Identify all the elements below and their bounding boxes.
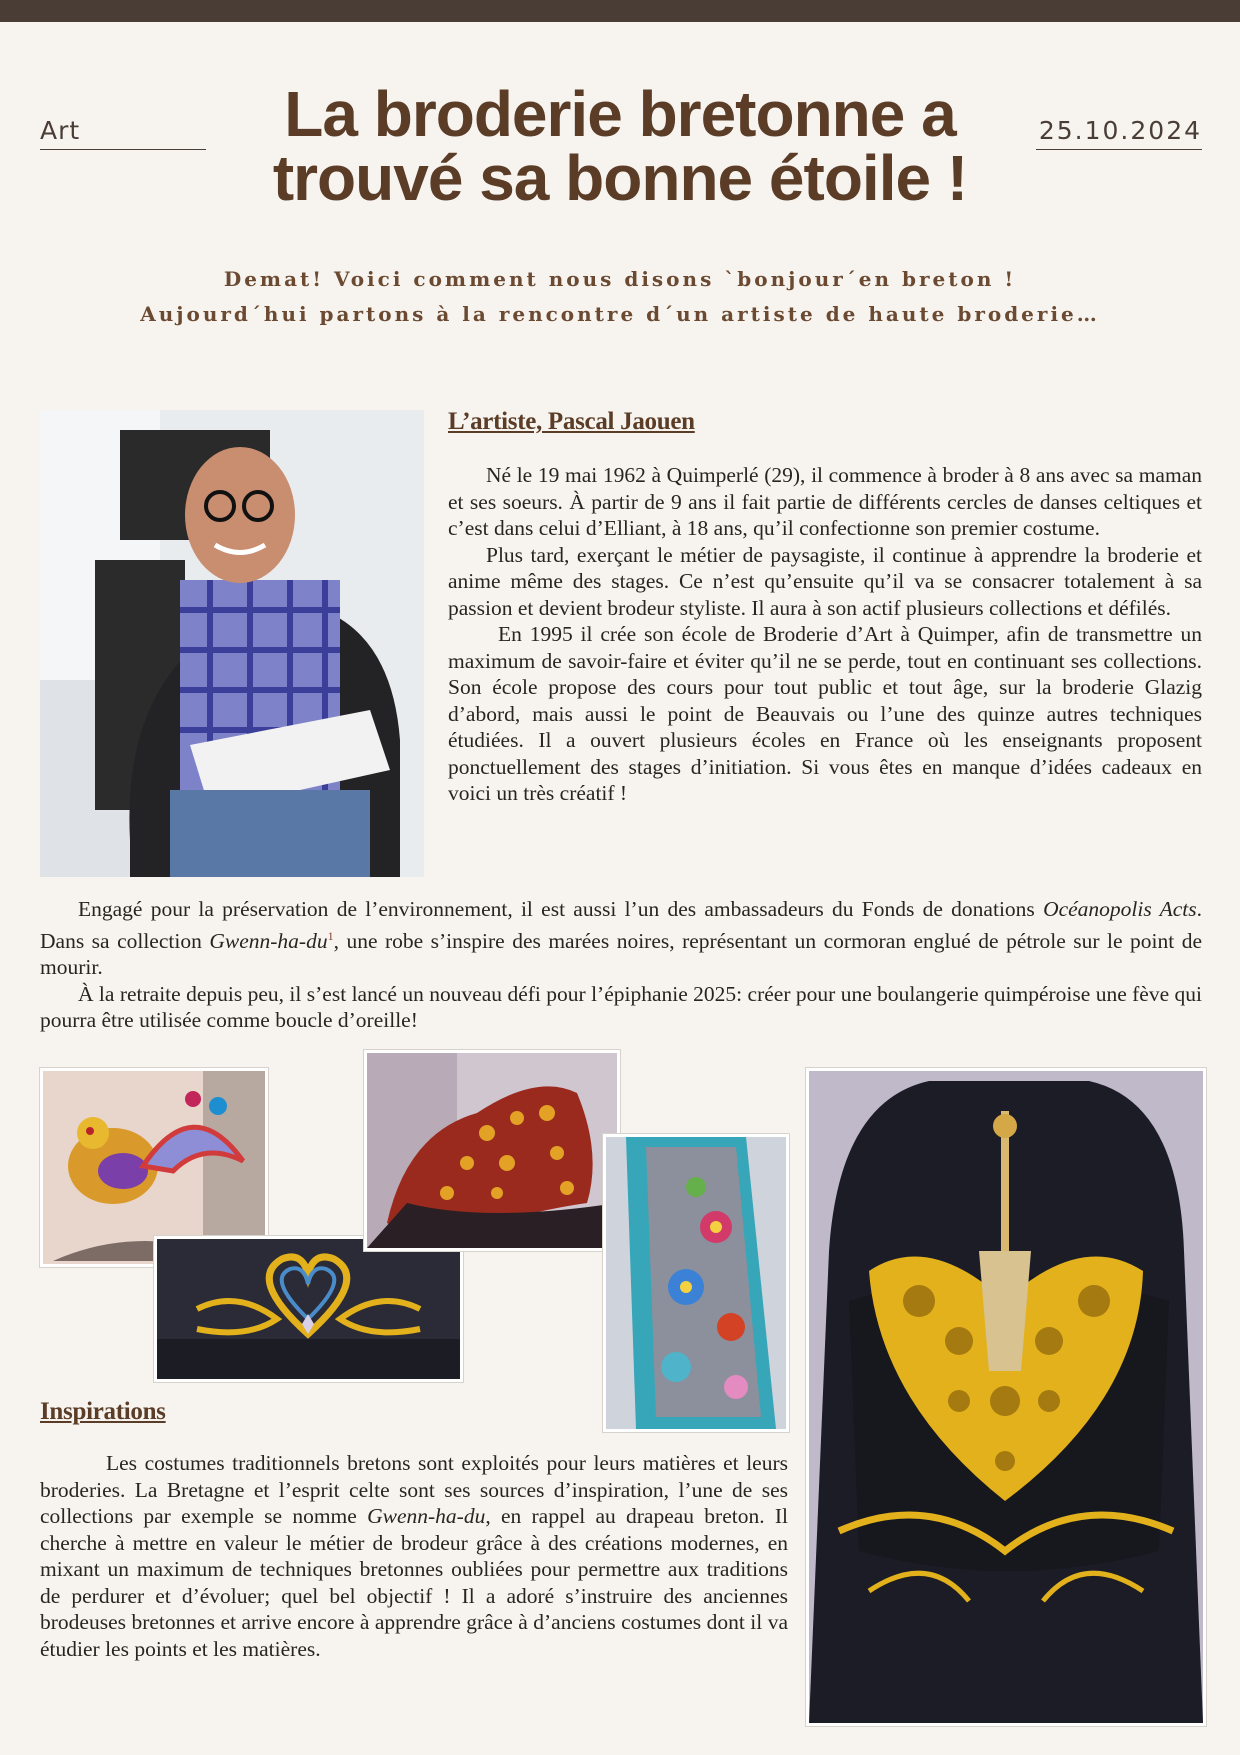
inspirations-paragraph — [40, 1450, 788, 1662]
intro-line-1: Demat! Voici comment nous disons ˋbonjourˊen breton ! — [223, 267, 1017, 291]
artist-text-full-width — [40, 896, 1202, 1034]
inspirations-part-b: , en rappel au drapeau breton. Il cherche à mettre en valeur le métier de brodeur grâce à des créations modernes, en mixant un maximum de techniques bretonnes oubliées pour permettre aux traditions de perdurer et d’évoluer; quel bel objectif ! Il a adoré s’instruire des anciennes brodeuses bretonnes et arrive encore à apprendre grâce à d’anciens costumes dont il va étudier les points et les matières. — [40, 1504, 788, 1661]
artist-paragraph-2: Plus tard, exerçant le métier de paysagiste, il continue à apprendre la broderie et anime même des stages. Ce n’est qu’ensuite qu’il va se consacrer totalement à sa passion et devient brodeur styliste. Il aura à son actif plusieurs collections et défilés. — [448, 542, 1202, 620]
footnote-marker: 1 — [327, 928, 334, 943]
top-bar — [0, 0, 1240, 22]
publication-date: 25.10.2024 — [1036, 116, 1202, 150]
heart-embroidery-photo — [154, 1236, 463, 1382]
page-title — [230, 78, 1010, 214]
artist-text-column — [448, 462, 1202, 807]
vest-embroidery-photo — [603, 1134, 789, 1432]
corset-dress-photo — [806, 1068, 1206, 1726]
intro — [60, 262, 1180, 332]
artist-paragraph-5: À la retraite depuis peu, il s’est lancé un nouveau défi pour l’épiphanie 2025: créer pour une boulangerie quimpéroise une fève qui pourra être utilisée comme boucle d’oreille! — [40, 981, 1202, 1033]
inspirations-part-a: Les costumes traditionnels bretons sont exploités pour leurs matières et leurs broderies. La Bretagne et l’esprit celte sont ses sources d’inspiration, l’une de ses collections par exemple se nomme — [40, 1451, 788, 1528]
title-line-2: trouvé sa bonne étoile ! — [272, 142, 968, 214]
p4-part-c: , une robe s’inspire des marées noires, représentant un cormoran englué de pétrole sur le point de mourir. — [40, 928, 1202, 980]
inspirations-section-heading: Inspirations — [40, 1398, 166, 1425]
title-line-1: La broderie bretonne a — [284, 78, 956, 150]
artist-paragraph-1: Né le 19 mai 1962 à Quimperlé (29), il commence à broder à 8 ans avec sa maman et ses soeurs. À partir de 9 ans il fait partie de différents cercles de danses celtiques et c’est dans celui d’Elliant, à 18 ans, qu’il confectionne son premier costume. — [448, 463, 1202, 540]
artist-section-heading: L’artiste, Pascal Jaouen — [448, 408, 695, 435]
collar-embroidery-photo — [364, 1050, 620, 1251]
inspirations-text — [40, 1450, 788, 1662]
p4-part-a: Engagé pour la préservation de l’environnement, il est aussi l’un des ambassadeurs du Fonds de donations — [78, 897, 1044, 921]
gwenn-ha-du-name: Gwenn-ha-du — [209, 928, 328, 953]
category-label: Art — [40, 116, 206, 150]
p4-part-b: . Dans sa collection — [40, 897, 1202, 953]
gwenn-ha-du-collection-name: Gwenn-ha-du — [367, 1504, 486, 1528]
artist-portrait-photo — [40, 410, 424, 877]
oceanopolis-acts-name: Océanopolis Acts — [1043, 897, 1197, 921]
intro-line-2: Aujourdˊhui partons à la rencontre dˊun artiste de haute broderie… — [140, 302, 1100, 326]
artist-paragraph-3: En 1995 il crée son école de Broderie d’Art à Quimper, afin de transmettre un maximum de savoir-faire et éviter qu’il ne se perde, tout en continuant ses collections. Son école propose des cours pour tout public et tout âge, sur la broderie Glazig d’abord, mais aussi le point de Beauvais ou l’une des quinze autres techniques étudiées. Il a ouvert plusieurs écoles en France où les enseignants proposent ponctuellement des stages d’initiation. Si vous êtes en manque d’idées cadeaux en voici un très créatif ! — [448, 622, 1202, 805]
artist-paragraph-4 — [40, 896, 1202, 981]
